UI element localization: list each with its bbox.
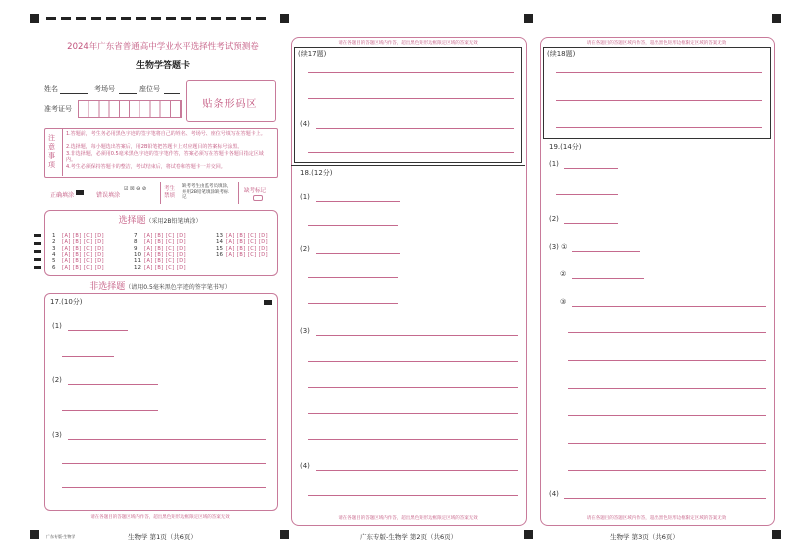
choice-options[interactable]: [A] [B] [C] [D] [62,233,105,239]
choice-question-number: 13 [216,233,223,239]
q17-line[interactable] [62,463,266,464]
correct-fill-label: 正确填涂 [50,192,75,199]
q18-line[interactable] [308,277,398,278]
q18-line[interactable] [308,387,518,388]
choice-options[interactable]: [A] [B] [C] [D] [226,251,269,258]
q19-sub1-label: (1) [549,160,559,168]
choice-options[interactable]: [A] [B] [C] [D] [144,233,187,239]
q18-line[interactable] [308,225,398,226]
q18-line[interactable] [308,303,398,304]
absent-mark-box[interactable] [253,195,263,201]
q17-sub1-label: (1) [52,322,62,330]
choice-options[interactable]: [A] [B] [C] [D] [144,264,187,271]
note-3: 3.非选择题，必须用0.5毫米黑色字迹的签字笔作答，答案必须写在答题卡各题目指定区域内。 [66,151,264,163]
q19-line[interactable] [568,360,766,361]
seat-label: 座位号 [139,85,160,93]
fill-divider-1 [160,182,161,204]
corner-mark-top-left [30,14,39,23]
page1-footer: 生物学 第1页（共6页） [128,533,197,541]
choice-note: （采用2B铅笔填涂） [145,218,202,225]
choice-title-text: 选择题 [118,216,146,226]
q18-sub2-label: (2) [300,245,310,253]
nonchoice-title-text: 非选择题 [89,282,126,292]
col2-top-warning: 请在各题目的答题区域内作答，超出黑色矩形边框限定区域的答案无效 [338,41,478,46]
q17-line[interactable] [68,439,266,440]
corner-mark-bottom-far-right [772,530,781,539]
q19-line[interactable] [564,498,766,499]
q18-line[interactable] [316,253,400,254]
room-label: 考场号 [94,85,115,93]
choice-options[interactable]: [A] [B] [C] [D] [62,264,105,271]
note-2: 2.选择题，每小题选出答案后，用2B铅笔把答题卡上对应题目的答案标号涂黑。 [66,144,243,150]
absent-note: 缺考考生由监考员填涂，并用2B铅笔填涂缺考标记 [182,184,232,200]
q19-sub3-2-label: ② [560,270,567,278]
q17-title: 17.(10分) [50,298,83,306]
exam-title: 2024年广东省普通高中学业水平选择性考试预测卷 [67,42,259,52]
q18-sub4-label: (4) [300,462,310,470]
q19-line[interactable] [568,470,766,471]
q19-sub2-label: (2) [549,215,559,223]
top-dash-row [46,17,266,20]
edge-mark [34,266,41,269]
barcode-label: 贴条形码区 [202,99,258,110]
corner-mark-bottom-left [30,530,39,539]
q17-cont-line[interactable] [308,98,514,99]
q18-sub1-label: (1) [300,193,310,201]
q18-cont-area[interactable] [543,47,771,139]
q18-cont-line[interactable] [556,72,762,73]
choice-options[interactable]: [A] [B] [C] [D] [144,251,187,258]
q18-line[interactable] [316,470,518,471]
choice-question-number: 16 [216,251,223,258]
q18-line[interactable] [316,201,400,202]
choice-options[interactable]: [A] [B] [C] [D] [62,251,105,258]
q17-line[interactable] [62,356,114,357]
notes-label: 注意事项 [48,134,55,169]
q18-line[interactable] [308,439,518,440]
choice-question-number: 2 [52,239,56,246]
fill-divider-2 [238,182,239,204]
name-field[interactable] [60,93,88,94]
q18-line[interactable] [308,495,518,496]
card-subtitle: 生物学答题卡 [135,61,190,71]
nonchoice-title [44,279,276,292]
choice-options[interactable]: [A] [B] [C] [D] [144,258,187,265]
choice-question-number: 4 [52,251,56,258]
corner-mark-top-mid [280,14,289,23]
q19-sub3-1-label: (3) ① [549,243,568,251]
choice-options[interactable]: [A] [B] [C] [D] [62,239,105,246]
choice-question-number: 9 [134,245,138,252]
q18-sub3-label: (3) [300,327,310,335]
q19-line[interactable] [568,443,766,444]
notes-divider [62,128,63,176]
choice-options[interactable]: [A] [B] [C] [D] [144,239,187,246]
corner-mark-top-far-right [772,14,781,23]
name-label: 姓名 [44,85,58,93]
edge-mark [34,234,41,237]
edge-mark [34,242,41,245]
q18-line[interactable] [316,335,518,336]
note-1: 1.答题前，考生务必用黑色字迹的签字笔将自己的姓名、考场号、座位号填写在答题卡上。 [66,131,266,137]
q19-title: 19.(14分) [549,143,582,151]
choice-question-number: 14 [216,239,223,246]
col3-top-warning: 请在各题目的答题区域内作答，超出黑色矩形边框限定区域的答案无效 [586,41,727,46]
choice-question-number: 10 [134,251,141,258]
exam-id-label: 准考证号 [44,105,72,113]
col1-bottom-warning: 请在各题目的答题区域内作答，超出黑色矩形边框限定区域的答案无效 [90,515,230,520]
q19-line[interactable] [568,388,766,389]
q19-sub4-label: (4) [549,490,559,498]
page3-footer: 生物学 第3页（共6页） [610,533,679,541]
q17-sub3-label: (3) [52,431,62,439]
q17-line[interactable] [68,384,158,385]
q17-line[interactable] [62,410,158,411]
q19-line[interactable] [564,168,618,169]
q19-line[interactable] [572,278,644,279]
absent-mark-label: 缺考标记 [244,188,267,194]
q18-cont-label: (续18题) [547,50,576,58]
q19-line[interactable] [572,306,766,307]
choice-options[interactable]: [A] [B] [C] [D] [62,258,105,265]
q17-cont-label: (续17题) [298,50,327,58]
correct-fill-sample [76,190,84,195]
corner-mark-bottom-right [524,530,533,539]
choice-question-number: 5 [52,258,56,265]
choice-options[interactable]: [A] [B] [C] [D] [62,245,105,252]
q19-line[interactable] [572,251,640,252]
choice-question-number: 3 [52,245,56,252]
absent-label: 考生禁填 [164,186,176,199]
q17-line[interactable] [62,487,266,488]
q17-line[interactable] [68,330,128,331]
nonchoice-note: （请用0.5毫米黑色字迹的签字笔书写） [125,284,231,291]
q17-answer-area[interactable] [44,293,278,511]
choice-options[interactable]: [A] [B] [C] [D] [144,245,187,252]
q18-line[interactable] [308,361,518,362]
corner-mark-top-right [524,14,533,23]
choice-options[interactable]: [A] [B] [C] [D] [226,239,269,246]
choice-question-number: 15 [216,245,223,252]
page2-footer: 广东专版-生物学 第2页（共6页） [360,533,458,541]
q17-cont-line[interactable] [308,72,514,73]
q17-sub2-label: (2) [52,376,62,384]
choice-question-number: 12 [134,264,141,271]
choice-question-number: 7 [134,233,138,239]
choice-question-number: 6 [52,264,56,271]
col2-bottom-warning: 请在各题目的答题区域内作答，超出黑色矩形边框限定区域的答案无效 [338,516,478,521]
q19-line[interactable] [568,332,766,333]
choice-title [44,213,276,226]
footer-left-brand: 广东专版·生物学 [46,534,76,539]
edge-mark [34,258,41,261]
room-field[interactable] [119,93,137,94]
choice-question-number: 8 [134,239,138,246]
q19-sub3-3-label: ③ [560,298,567,306]
wrong-fill-label: 错误填涂 [96,192,121,199]
q18-title: 18.(12分) [300,169,333,177]
q19-line[interactable] [564,223,618,224]
choice-question-number: 1 [52,233,56,239]
q19-line[interactable] [556,194,618,195]
q18-top-divider [291,165,525,166]
q17-sub4-label: (4) [300,120,310,128]
edge-mark [34,250,41,253]
q17-cont-area[interactable] [294,47,522,163]
note-4: 4.考生必须保持答题卡的整洁，考试结束后，将试卷和答题卡一并交回。 [66,164,226,170]
q18-line[interactable] [308,413,518,414]
exam-id-boxes[interactable] [78,100,182,118]
q18-cont-line[interactable] [556,100,762,101]
q18-cont-line[interactable] [556,127,762,128]
choice-options[interactable]: [A] [B] [C] [D] [226,233,269,239]
col3-bottom-warning: 请在各题目的答题区域内作答，超出黑色矩形边框限定区域的答案无效 [586,516,727,521]
choice-question-number: 11 [134,258,141,265]
corner-mark-bottom-mid [280,530,289,539]
q19-line[interactable] [568,415,766,416]
seat-field[interactable] [164,93,180,94]
q17-cont-line[interactable] [316,128,514,129]
q17-mark [264,300,272,305]
choice-options[interactable]: [A] [B] [C] [D] [226,245,269,252]
q17-cont-line[interactable] [308,152,514,153]
wrong-fill-samples: ☑ ☒ ⊖ ⊘ [124,186,147,192]
